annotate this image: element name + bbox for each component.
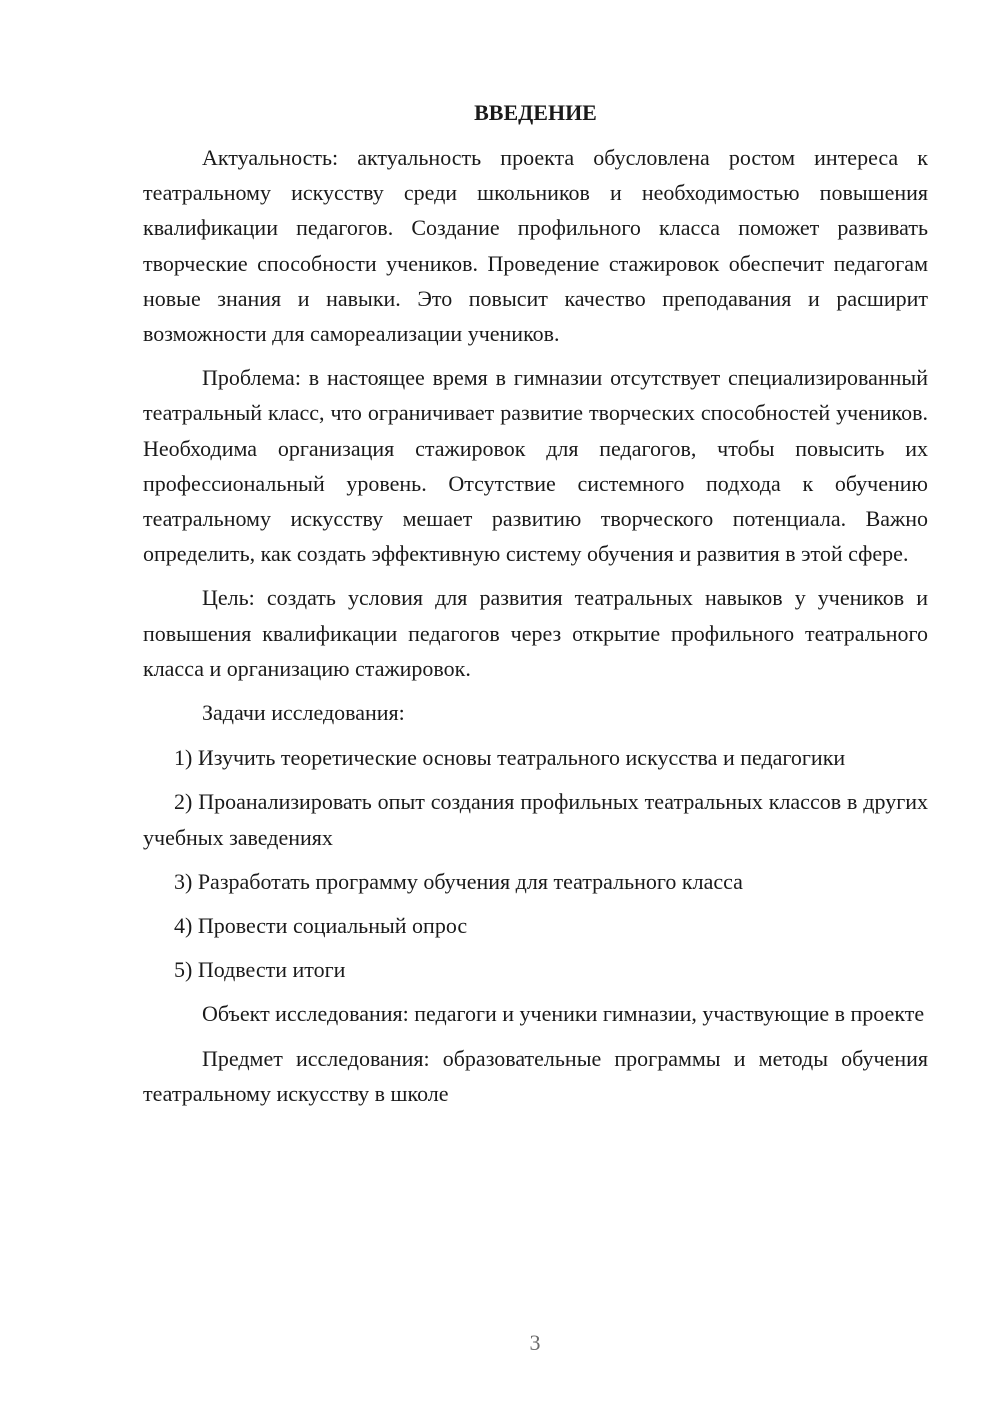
document-page bbox=[143, 95, 928, 1120]
tasks-list bbox=[143, 740, 928, 987]
paragraph-tasks-intro: Задачи исследования: bbox=[202, 700, 405, 726]
page-title: ВВЕДЕНИЕ bbox=[474, 100, 597, 125]
paragraph-object: Объект исследования: педагоги и ученики гимназии, участвующие в проекте bbox=[202, 1001, 925, 1027]
paragraph-goal: Цель: создать условия для развития театральных навыков у учеников и повышения квалификации педагогов через открытие профильного театрального класса и организацию стажировок. bbox=[143, 585, 928, 681]
list-item: 5) Подвести итоги bbox=[174, 957, 346, 983]
paragraph-subject: Предмет исследования: образовательные программы и методы обучения театральному искусству в школе bbox=[143, 1045, 928, 1106]
list-item: 4) Провести социальный опрос bbox=[174, 913, 468, 939]
paragraph-problem: Проблема: в настоящее время в гимназии отсутствует специализированный театральный класс, что ограничивает развитие творческих способностей учеников. Необходима организация стажировок для педагогов, чтобы повысить их профессиональный уровень. Отсутствие системного подхода к обучению театральному искусству мешает развитию творческого потенциала. Важно определить, как создать эффективную систему обучения и развития в этой сфере. bbox=[143, 365, 928, 567]
paragraph-relevance: Актуальность: актуальность проекта обусловлена ростом интереса к театральному искусству среди школьников и необходимостью повышения квалификации педагогов. Создание профильного класса поможет развивать творческие способности учеников. Проведение стажировок обеспечит педагогам новые знания и навыки. Это повысит качество преподавания и расширит возможности для самореализации учеников. bbox=[143, 145, 928, 347]
list-item: 3) Разработать программу обучения для театрального класса bbox=[174, 868, 743, 894]
page-number: 3 bbox=[529, 1330, 541, 1355]
list-item: 1) Изучить теоретические основы театрального искусства и педагогики bbox=[174, 745, 846, 771]
list-item: 2) Проанализировать опыт создания профильных театральных классов в других учебных заведениях bbox=[143, 789, 928, 850]
